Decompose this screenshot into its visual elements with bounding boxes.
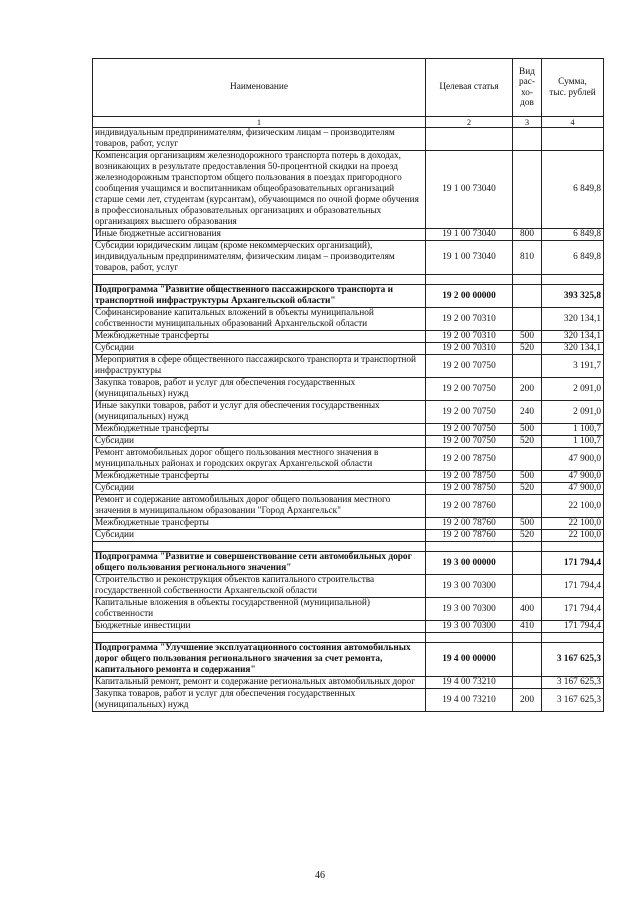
table-row: [93, 401, 604, 424]
cell-expense-type: [513, 151, 542, 229]
table-body: [93, 128, 604, 712]
cell-target-article: 19 2 00 70750: [426, 401, 513, 424]
cell-name: Субсидии: [93, 436, 426, 448]
cell-sum: 320 134,1: [542, 308, 604, 331]
cell-name: Капитальный ремонт, ремонт и содержание региональных автомобильных дорог: [93, 677, 426, 689]
cell-name: индивидуальным предпринимателям, физическим лицам – производителям товаров, работ, услуг: [93, 128, 426, 151]
cell-target-article: [426, 128, 513, 151]
table-column-numbers-row: [93, 117, 604, 128]
cell-name: Межбюджетные трансферты: [93, 518, 426, 530]
table-row: [93, 128, 604, 151]
table-row: [93, 241, 604, 275]
cell-target-article: 19 2 00 70750: [426, 378, 513, 401]
budget-table: [92, 58, 604, 712]
cell-target-article: 19 2 00 00000: [426, 285, 513, 308]
table-row: [93, 378, 604, 401]
cell-sum: 6 849,8: [542, 229, 604, 241]
table-row: [93, 518, 604, 530]
cell-name: Межбюджетные трансферты: [93, 471, 426, 483]
cell-sum: 3 167 625,3: [542, 643, 604, 677]
cell-target-article: 19 3 00 70300: [426, 575, 513, 598]
cell-target-article: 19 1 00 73040: [426, 241, 513, 275]
col-number-1: 1: [93, 117, 426, 128]
spacer-row: [93, 275, 604, 285]
cell-name: Подпрограмма "Развитие и совершенствование сети автомобильных дорог общего пользования регионального значения": [93, 552, 426, 575]
spacer-cell: [93, 542, 426, 552]
cell-sum: 6 849,8: [542, 241, 604, 275]
cell-expense-type: 200: [513, 378, 542, 401]
cell-name: Мероприятия в сфере общественного пассажирского транспорта и транспортной инфраструктуры: [93, 355, 426, 378]
cell-expense-type: 200: [513, 689, 542, 712]
table-row: [93, 598, 604, 621]
cell-expense-type: 520: [513, 530, 542, 542]
spacer-row: [93, 542, 604, 552]
cell-sum: 171 794,4: [542, 621, 604, 633]
budget-table-page: [92, 58, 601, 712]
cell-target-article: 19 4 00 73210: [426, 689, 513, 712]
cell-target-article: 19 2 00 70310: [426, 343, 513, 355]
cell-name: Межбюджетные трансферты: [93, 331, 426, 343]
spacer-cell: [513, 275, 542, 285]
table-row: [93, 677, 604, 689]
subprogram-row: [93, 552, 604, 575]
cell-sum: 393 325,8: [542, 285, 604, 308]
cell-name: Капитальные вложения в объекты государственной (муниципальной) собственности: [93, 598, 426, 621]
cell-expense-type: [513, 448, 542, 471]
cell-target-article: 19 2 00 70310: [426, 308, 513, 331]
cell-name: Софинансирование капитальных вложений в объекты муниципальной собственности муниципальных образований Архангельской области: [93, 308, 426, 331]
cell-expense-type: 520: [513, 483, 542, 495]
cell-sum: 320 134,1: [542, 343, 604, 355]
spacer-cell: [513, 633, 542, 643]
cell-name: Субсидии: [93, 483, 426, 495]
cell-sum: 1 100,7: [542, 436, 604, 448]
cell-sum: 22 100,0: [542, 518, 604, 530]
col-number-4: 4: [542, 117, 604, 128]
table-row: [93, 471, 604, 483]
col-number-3: 3: [513, 117, 542, 128]
cell-name: Бюджетные инвестиции: [93, 621, 426, 633]
cell-target-article: 19 2 00 78750: [426, 448, 513, 471]
cell-sum: 171 794,4: [542, 575, 604, 598]
table-row: [93, 436, 604, 448]
cell-sum: 2 091,0: [542, 401, 604, 424]
cell-expense-type: [513, 355, 542, 378]
cell-sum: 1 100,7: [542, 424, 604, 436]
table-row: [93, 151, 604, 229]
cell-expense-type: 800: [513, 229, 542, 241]
cell-name: Компенсация организациям железнодорожного транспорта потерь в доходах, возникающих в результате предоставления 50-процентной скидки на проезд железнодорожным транспортом общего пользования в поездах пригородного сообщения учащимся и воспитанникам общеобразовательных организаций старше семи лет, студентам (курсантам), обучающимся по очной форме обучения в профессиональных образовательных организациях и образовательных организациях высшего образования: [93, 151, 426, 229]
spacer-cell: [426, 633, 513, 643]
table-header-row: [93, 59, 604, 117]
cell-expense-type: 240: [513, 401, 542, 424]
cell-name: Ремонт автомобильных дорог общего пользования местного значения в муниципальных районах и городских округах Архангельской области: [93, 448, 426, 471]
table-row: [93, 424, 604, 436]
spacer-cell: [93, 633, 426, 643]
table-row: [93, 355, 604, 378]
header-sum: Сумма, тыс. рублей: [542, 59, 604, 117]
cell-name: Подпрограмма "Развитие общественного пассажирского транспорта и транспортной инфраструктуры Архангельской области": [93, 285, 426, 308]
table-row: [93, 495, 604, 518]
cell-sum: 47 900,0: [542, 448, 604, 471]
table-row: [93, 689, 604, 712]
cell-expense-type: [513, 128, 542, 151]
page-number: 46: [315, 870, 325, 881]
spacer-row: [93, 633, 604, 643]
cell-sum: 3 167 625,3: [542, 689, 604, 712]
table-row: [93, 483, 604, 495]
cell-name: Закупка товаров, работ и услуг для обеспечения государственных (муниципальных) нужд: [93, 689, 426, 712]
cell-name: Субсидии: [93, 530, 426, 542]
cell-sum: 6 849,8: [542, 151, 604, 229]
table-row: [93, 331, 604, 343]
cell-expense-type: [513, 643, 542, 677]
cell-target-article: 19 4 00 00000: [426, 643, 513, 677]
cell-sum: 47 900,0: [542, 483, 604, 495]
table-row: [93, 343, 604, 355]
table-row: [93, 308, 604, 331]
table-row: [93, 575, 604, 598]
cell-expense-type: 520: [513, 343, 542, 355]
cell-expense-type: [513, 677, 542, 689]
cell-expense-type: 500: [513, 518, 542, 530]
cell-target-article: 19 2 00 78760: [426, 495, 513, 518]
spacer-cell: [542, 633, 604, 643]
cell-sum: 171 794,4: [542, 552, 604, 575]
cell-expense-type: [513, 552, 542, 575]
cell-target-article: 19 2 00 70750: [426, 355, 513, 378]
header-name: Наименование: [93, 59, 426, 117]
cell-name: Субсидии: [93, 343, 426, 355]
cell-expense-type: [513, 575, 542, 598]
cell-expense-type: 400: [513, 598, 542, 621]
cell-expense-type: 520: [513, 436, 542, 448]
cell-name: Субсидии юридическим лицам (кроме некоммерческих организаций), индивидуальным предпринимателям, физическим лицам – производителям товаров, работ, услуг: [93, 241, 426, 275]
cell-target-article: 19 1 00 73040: [426, 229, 513, 241]
cell-sum: 2 091,0: [542, 378, 604, 401]
cell-expense-type: 500: [513, 471, 542, 483]
cell-sum: 3 191,7: [542, 355, 604, 378]
cell-sum: 3 167 625,3: [542, 677, 604, 689]
cell-sum: 171 794,4: [542, 598, 604, 621]
cell-target-article: 19 3 00 00000: [426, 552, 513, 575]
cell-target-article: 19 2 00 70750: [426, 436, 513, 448]
table-row: [93, 621, 604, 633]
spacer-cell: [426, 275, 513, 285]
cell-name: Строительство и реконструкция объектов капитального строительства государственной собственности Архангельской области: [93, 575, 426, 598]
spacer-cell: [513, 542, 542, 552]
cell-name: Подпрограмма "Улучшение эксплуатационного состояния автомобильных дорог общего пользования регионального значения за счет ремонта, капитального ремонта и содержания": [93, 643, 426, 677]
cell-name: Межбюджетные трансферты: [93, 424, 426, 436]
cell-target-article: 19 2 00 78760: [426, 530, 513, 542]
cell-name: Ремонт и содержание автомобильных дорог общего пользования местного значения в муниципальном образовании "Город Архангельск": [93, 495, 426, 518]
col-number-2: 2: [426, 117, 513, 128]
table-row: [93, 530, 604, 542]
subprogram-row: [93, 643, 604, 677]
cell-sum: 320 134,1: [542, 331, 604, 343]
cell-target-article: 19 1 00 73040: [426, 151, 513, 229]
table-row: [93, 448, 604, 471]
cell-sum: [542, 128, 604, 151]
cell-expense-type: 410: [513, 621, 542, 633]
cell-target-article: 19 2 00 78750: [426, 471, 513, 483]
cell-expense-type: 500: [513, 424, 542, 436]
cell-target-article: 19 2 00 70310: [426, 331, 513, 343]
cell-name: Иные бюджетные ассигнования: [93, 229, 426, 241]
cell-expense-type: 500: [513, 331, 542, 343]
table-row: [93, 229, 604, 241]
cell-name: Закупка товаров, работ и услуг для обеспечения государственных (муниципальных) нужд: [93, 378, 426, 401]
cell-expense-type: 810: [513, 241, 542, 275]
header-expense-type: Вид рас- хо- дов: [513, 59, 542, 117]
cell-sum: 22 100,0: [542, 495, 604, 518]
spacer-cell: [542, 275, 604, 285]
cell-sum: 22 100,0: [542, 530, 604, 542]
cell-target-article: 19 2 00 70750: [426, 424, 513, 436]
cell-expense-type: [513, 285, 542, 308]
header-target-article: Целевая статья: [426, 59, 513, 117]
cell-target-article: 19 4 00 73210: [426, 677, 513, 689]
cell-sum: 47 900,0: [542, 471, 604, 483]
cell-target-article: 19 3 00 70300: [426, 621, 513, 633]
cell-expense-type: [513, 308, 542, 331]
cell-name: Иные закупки товаров, работ и услуг для обеспечения государственных (муниципальных) нужд: [93, 401, 426, 424]
cell-target-article: 19 2 00 78760: [426, 518, 513, 530]
cell-target-article: 19 2 00 78750: [426, 483, 513, 495]
cell-target-article: 19 3 00 70300: [426, 598, 513, 621]
spacer-cell: [542, 542, 604, 552]
cell-expense-type: [513, 495, 542, 518]
spacer-cell: [93, 275, 426, 285]
spacer-cell: [426, 542, 513, 552]
subprogram-row: [93, 285, 604, 308]
